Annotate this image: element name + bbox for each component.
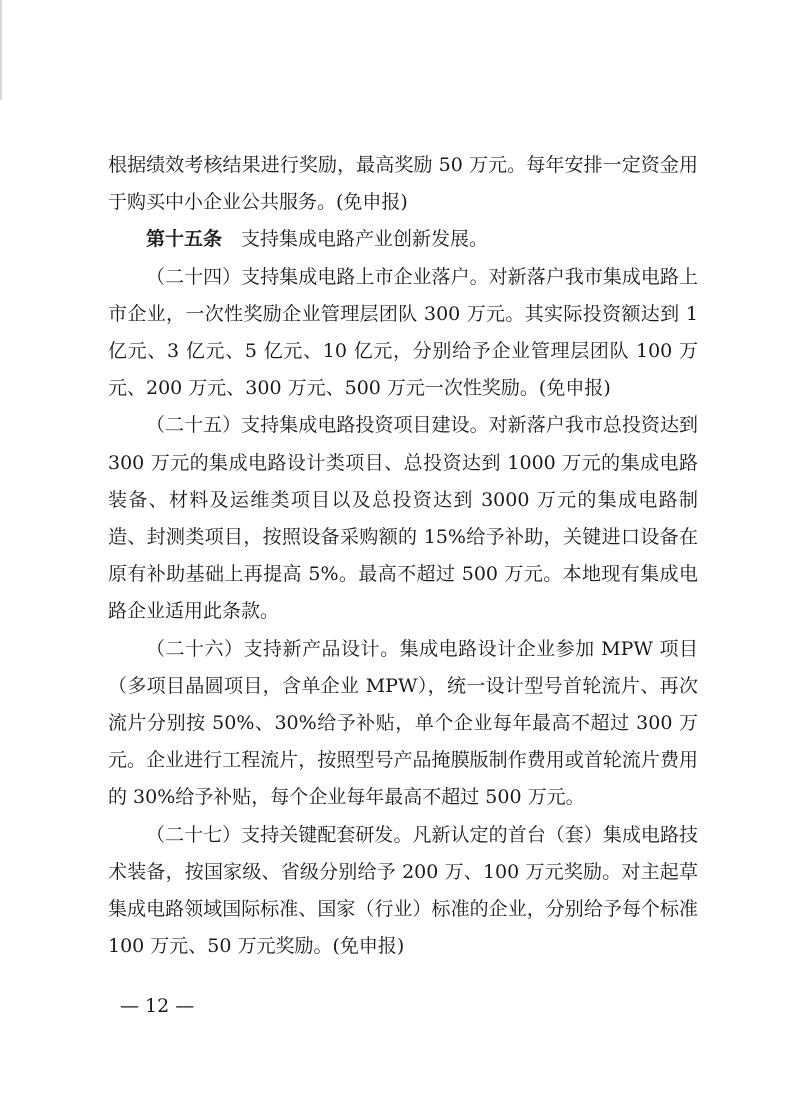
paragraph-item-25: （二十五）支持集成电路投资项目建设。对新落户我市总投资达到 300 万元的集成电路设计类项目、总投资达到 1000 万元的集成电路装备、材料及运维类项目以及总投资达到 3000 万元的集成电路制造、封测类项目，按照设备采购额的 15%给予补助，关键进口设备在原有补助基础上再提高 5%。最高不超过 500 万元。本地现有集成电路企业适用此条款。 <box>108 414 698 623</box>
paragraph-item-27: （二十七）支持关键配套研发。凡新认定的首台（套）集成电路技术装备，按国家级、省级分别给予 200 万、100 万元奖励。对主起草集成电路领域国际标准、国家（行业）标准的企业，分别给予每个标准 100 万元、50 万元奖励。(免申报) <box>108 823 698 958</box>
article-number: 第十五条 <box>146 228 223 251</box>
article-15-heading-paragraph <box>108 221 698 258</box>
article-title: 支持集成电路产业创新发展。 <box>241 228 489 251</box>
scan-edge-shadow <box>0 0 3 100</box>
page-number: — 12 — <box>120 995 195 1017</box>
paragraph-continuation: 根据绩效考核结果进行奖励，最高奖励 50 万元。每年安排一定资金用于购买中小企业公共服务。(免申报) <box>108 154 698 214</box>
paragraph-item-24: （二十四）支持集成电路上市企业落户。对新落户我市集成电路上市企业，一次性奖励企业管理层团队 300 万元。其实际投资额达到 1 亿元、3 亿元、5 亿元、10 亿元，分别给予企业管理层团队 100 万元、200 万元、300 万元、500 万元一次性奖励。(免申报) <box>108 265 698 400</box>
document-page <box>108 147 698 965</box>
paragraph-item-26: （二十六）支持新产品设计。集成电路设计企业参加 MPW 项目（多项目晶圆项目，含单企业 MPW），统一设计型号首轮流片、再次流片分别按 50%、30%给予补贴，单个企业每年最高不超过 300 万元。企业进行工程流片，按照型号产品掩膜版制作费用或首轮流片费用的 30%给予补贴，每个企业每年最高不超过 500 万元。 <box>108 637 698 809</box>
